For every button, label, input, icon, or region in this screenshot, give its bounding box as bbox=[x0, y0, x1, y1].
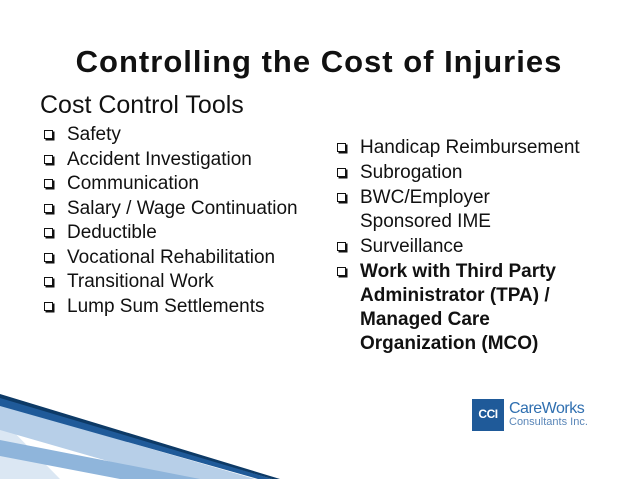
list-item-label: Transitional Work bbox=[67, 271, 214, 292]
checkbox-square-icon bbox=[44, 302, 53, 311]
careworks-logo bbox=[472, 399, 590, 433]
checkbox-square-icon bbox=[44, 179, 53, 188]
checkbox-square-icon bbox=[337, 168, 346, 177]
list-item bbox=[40, 197, 298, 221]
list-item-highlighted bbox=[333, 260, 595, 356]
logo-tagline: Consultants Inc. bbox=[509, 416, 588, 428]
list-item-label: Safety bbox=[67, 124, 121, 145]
list-item bbox=[333, 136, 595, 160]
checkbox-square-icon bbox=[44, 277, 53, 286]
checkbox-square-icon bbox=[44, 228, 53, 237]
list-item-label: Subrogation bbox=[360, 162, 463, 183]
right-bullet-list bbox=[333, 136, 595, 357]
checkbox-square-icon bbox=[44, 155, 53, 164]
checkbox-square-icon bbox=[337, 242, 346, 251]
list-item-label: Vocational Rehabilitation bbox=[67, 246, 276, 268]
list-item-label: Accident Investigation bbox=[67, 148, 252, 170]
list-item bbox=[40, 295, 298, 319]
list-item-label: Surveillance bbox=[360, 236, 464, 257]
list-item bbox=[40, 221, 298, 245]
checkbox-square-icon bbox=[337, 267, 346, 276]
list-item-label: Salary / Wage Continuation bbox=[67, 197, 298, 219]
list-item bbox=[333, 235, 595, 259]
logo-mark-text: CCI bbox=[478, 407, 498, 421]
checkbox-square-icon bbox=[337, 143, 346, 152]
checkbox-square-icon bbox=[44, 130, 53, 139]
list-item bbox=[40, 123, 298, 147]
left-bullet-list bbox=[40, 123, 298, 319]
logo-name: CareWorks bbox=[509, 400, 585, 417]
logo-mark bbox=[472, 399, 504, 431]
list-item bbox=[40, 148, 298, 172]
checkbox-square-icon bbox=[44, 253, 53, 262]
list-item bbox=[40, 172, 298, 196]
list-item bbox=[333, 186, 555, 234]
list-item bbox=[333, 161, 595, 185]
checkbox-square-icon bbox=[337, 193, 346, 202]
list-item-label: BWC/Employer Sponsored IME bbox=[360, 187, 491, 232]
list-item-label: Communication bbox=[67, 173, 199, 194]
list-item bbox=[40, 246, 298, 270]
list-item-label: Deductible bbox=[67, 222, 157, 243]
checkbox-square-icon bbox=[44, 204, 53, 213]
list-item-label: Lump Sum Settlements bbox=[67, 295, 265, 317]
slide-title: Controlling the Cost of Injuries bbox=[75, 44, 563, 79]
slide-subtitle: Cost Control Tools bbox=[40, 91, 244, 119]
list-item-label: Handicap Reimbursement bbox=[360, 137, 580, 158]
list-item bbox=[40, 270, 298, 294]
list-item-label: Work with Third Party Administrator (TPA) / Managed Care Organization (MCO) bbox=[360, 261, 557, 354]
